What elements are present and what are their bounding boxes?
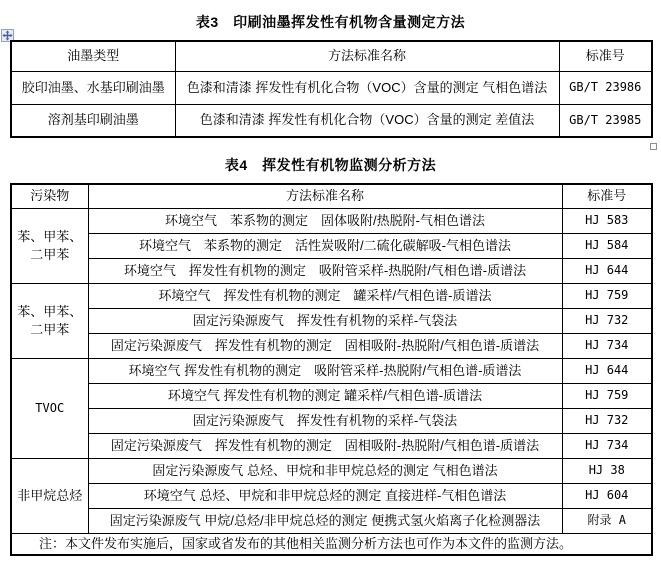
method-name-cell: 固定污染源废气 挥发性有机物的测定 固相吸附-热脱附/气相色谱-质谱法 bbox=[88, 433, 562, 458]
standard-no-cell: HJ 644 bbox=[562, 258, 652, 283]
table-row bbox=[11, 408, 652, 433]
pollutant-cell: 苯、甲苯、二甲苯 bbox=[11, 283, 88, 358]
table3-header-row bbox=[11, 41, 652, 71]
method-name-cell: 固定污染源废气 总烃、甲烷和非甲烷总烃的测定 气相色谱法 bbox=[88, 458, 562, 483]
method-name-cell: 环境空气 苯系物的测定 固体吸附/热脱附-气相色谱法 bbox=[88, 208, 562, 233]
method-name-cell: 色漆和清漆 挥发性有机化合物（VOC）含量的测定 差值法 bbox=[175, 104, 559, 137]
table4-title: 表4 挥发性有机物监测分析方法 bbox=[224, 157, 437, 173]
method-name-cell: 固定污染源废气 挥发性有机物的采样-气袋法 bbox=[88, 308, 562, 333]
table-row bbox=[11, 458, 652, 483]
standard-no-cell: HJ 732 bbox=[562, 408, 652, 433]
table-row bbox=[11, 308, 652, 333]
col-header-method-name: 方法标准名称 bbox=[88, 184, 562, 208]
standard-no-cell: HJ 734 bbox=[562, 333, 652, 358]
standard-no-cell: HJ 604 bbox=[562, 483, 652, 508]
table-note: 注：本文件发布实施后，国家或省发布的其他相关监测分析方法也可作为本文件的监测方法。 bbox=[11, 533, 652, 555]
pollutant-cell: 苯、甲苯、二甲苯 bbox=[11, 208, 88, 283]
col-header-pollutant: 污染物 bbox=[11, 184, 88, 208]
standard-no-cell: HJ 759 bbox=[562, 383, 652, 408]
table-row bbox=[11, 104, 652, 137]
table-row bbox=[11, 233, 652, 258]
col-header-standard-no: 标准号 bbox=[559, 41, 652, 71]
table-row bbox=[11, 333, 652, 358]
col-header-method-name: 方法标准名称 bbox=[175, 41, 559, 71]
standard-no-cell: HJ 732 bbox=[562, 308, 652, 333]
standard-no-cell: HJ 584 bbox=[562, 233, 652, 258]
table4 bbox=[10, 183, 653, 556]
standard-no-cell: HJ 583 bbox=[562, 208, 652, 233]
table-row bbox=[11, 258, 652, 283]
method-name-cell: 固定污染源废气 挥发性有机物的采样-气袋法 bbox=[88, 408, 562, 433]
table3 bbox=[10, 40, 653, 138]
table-row bbox=[11, 483, 652, 508]
standard-no-cell: HJ 734 bbox=[562, 433, 652, 458]
table-resize-handle[interactable] bbox=[650, 143, 657, 150]
table-row bbox=[11, 433, 652, 458]
ink-type-cell: 胶印油墨、水基印刷油墨 bbox=[11, 71, 175, 104]
table-row bbox=[11, 283, 652, 308]
col-header-standard-no: 标准号 bbox=[562, 184, 652, 208]
standard-no-cell: GB/T 23986 bbox=[559, 71, 652, 104]
table3-title: 表3 印刷油墨挥发性有机物含量测定方法 bbox=[195, 14, 466, 30]
method-name-cell: 固定污染源废气 甲烷/总烃/非甲烷总烃的测定 便携式氢火焰离子化检测器法 bbox=[88, 508, 562, 533]
pollutant-cell: TVOC bbox=[11, 358, 88, 458]
standard-no-cell: GB/T 23985 bbox=[559, 104, 652, 137]
standard-no-cell: 附录 A bbox=[562, 508, 652, 533]
col-header-ink-type: 油墨类型 bbox=[11, 41, 175, 71]
method-name-cell: 环境空气 挥发性有机物的测定 吸附管采样-热脱附/气相色谱-质谱法 bbox=[88, 358, 562, 383]
method-name-cell: 色漆和清漆 挥发性有机化合物（VOC）含量的测定 气相色谱法 bbox=[175, 71, 559, 104]
table-row bbox=[11, 71, 652, 104]
method-name-cell: 环境空气 总烃、甲烷和非甲烷总烃的测定 直接进样-气相色谱法 bbox=[88, 483, 562, 508]
table-row bbox=[11, 358, 652, 383]
method-name-cell: 环境空气 挥发性有机物的测定 吸附管采样-热脱附/气相色谱-质谱法 bbox=[88, 258, 562, 283]
method-name-cell: 环境空气 苯系物的测定 活性炭吸附/二硫化碳解吸-气相色谱法 bbox=[88, 233, 562, 258]
ink-type-cell: 溶剂基印刷油墨 bbox=[11, 104, 175, 137]
method-name-cell: 环境空气 挥发性有机物的测定 罐采样/气相色谱-质谱法 bbox=[88, 283, 562, 308]
standard-no-cell: HJ 38 bbox=[562, 458, 652, 483]
method-name-cell: 固定污染源废气 挥发性有机物的测定 固相吸附-热脱附/气相色谱-质谱法 bbox=[88, 333, 562, 358]
standard-no-cell: HJ 759 bbox=[562, 283, 652, 308]
table-row bbox=[11, 383, 652, 408]
table-row bbox=[11, 208, 652, 233]
table-note-row bbox=[11, 533, 652, 555]
table4-header-row bbox=[11, 184, 652, 208]
table-row bbox=[11, 508, 652, 533]
method-name-cell: 环境空气 挥发性有机物的测定 罐采样/气相色谱-质谱法 bbox=[88, 383, 562, 408]
standard-no-cell: HJ 644 bbox=[562, 358, 652, 383]
pollutant-cell: 非甲烷总烃 bbox=[11, 458, 88, 533]
